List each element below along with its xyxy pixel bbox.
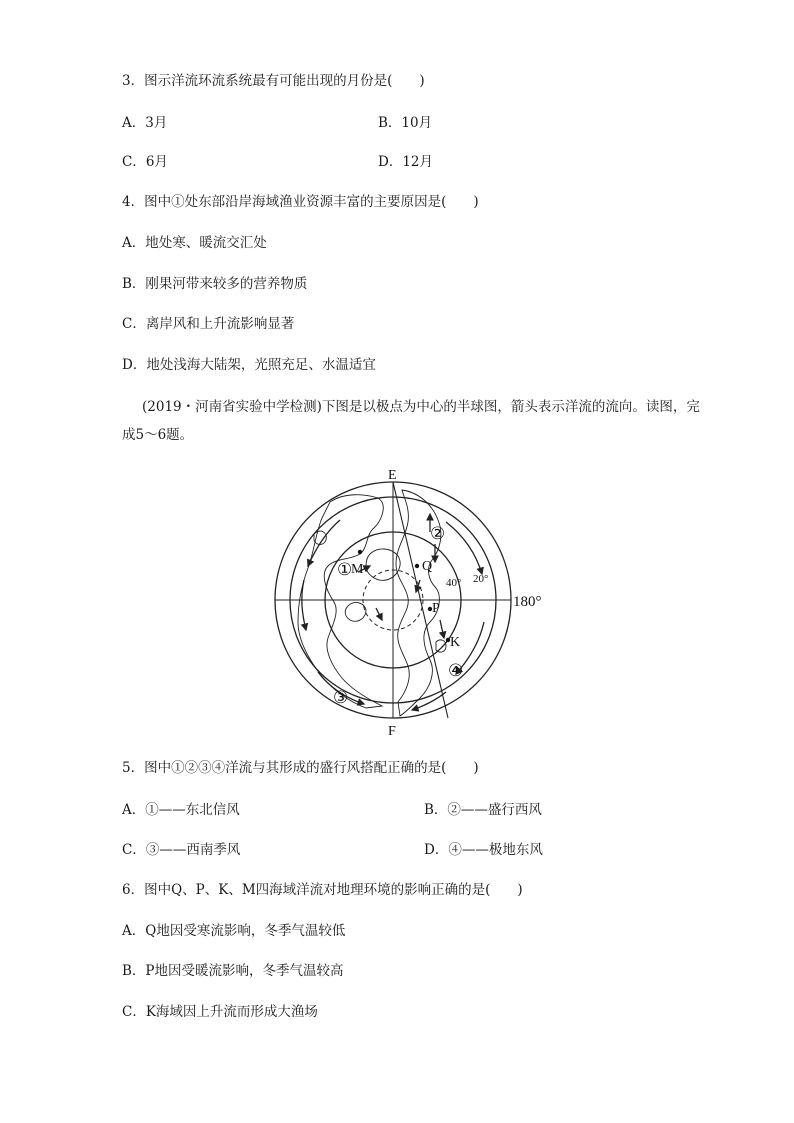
current-arrow-inner-5 <box>440 620 444 638</box>
question-5-option-a: A．①——东北信风 <box>122 802 240 818</box>
current-arrow-inner-4 <box>376 608 382 620</box>
question-4-option-d: D．地处浅海大陆架，光照充足、水温适宜 <box>122 357 376 373</box>
label-f: F <box>388 724 396 739</box>
intro-line-2: 成5～6题。 <box>122 427 194 443</box>
question-6-option-b: B．P地因受暖流影响，冬季气温较高 <box>122 963 344 979</box>
question-5-stem: 5．图中①②③④洋流与其形成的盛行风搭配正确的是( ) <box>122 760 479 776</box>
current-label-3: ③ <box>333 688 349 707</box>
label-40-degrees: 40° <box>446 577 462 589</box>
question-4-option-c: C．离岸风和上升流影响显著 <box>122 316 295 332</box>
question-3-stem: 3．图示洋流环流系统最有可能出现的月份是( ) <box>122 73 425 89</box>
question-3-option-d: D．12月 <box>378 154 434 170</box>
label-p: P <box>432 601 440 616</box>
island-small-2 <box>436 640 446 652</box>
question-5-option-b: B．②——盛行西风 <box>424 802 542 818</box>
island-polar <box>366 549 400 580</box>
question-4-option-a: A．地处寒、暖流交汇处 <box>122 235 267 251</box>
question-6-stem: 6．图中Q、P、K、M四海域洋流对地理环境的影响正确的是( ) <box>122 882 523 898</box>
label-e: E <box>388 468 397 483</box>
intro-line-1: (2019・河南省实验中学检测)下图是以极点为中心的半球图，箭头表示洋流的流向。读图，完 <box>142 399 700 415</box>
question-6-option-a: A．Q地因受寒流影响，冬季气温较低 <box>122 923 346 939</box>
hemisphere-ocean-current-map <box>270 462 560 740</box>
question-4-option-b: B．刚果河带来较多的营养物质 <box>122 276 308 292</box>
current-label-2: ② <box>430 524 446 543</box>
current-label-4: ④ <box>448 661 464 680</box>
current-arrow-w <box>302 580 306 630</box>
label-q: Q <box>422 559 433 574</box>
continent-outline-left <box>298 495 383 708</box>
island-small-1 <box>345 603 366 622</box>
question-3-option-c: C．6月 <box>122 154 168 170</box>
label-k: K <box>450 635 461 650</box>
question-4-stem: 4．图中①处东部沿岸海域渔业资源丰富的主要原因是( ) <box>122 194 479 210</box>
question-5-option-d: D．④——极地东风 <box>424 842 543 858</box>
question-3-option-b: B．10月 <box>378 115 433 131</box>
label-20-degrees: 20° <box>473 573 489 585</box>
label-180: 180° <box>513 594 542 610</box>
point-q-dot <box>415 564 419 568</box>
label-m: M <box>351 562 364 577</box>
question-5-option-c: C．③——西南季风 <box>122 842 241 858</box>
current-label-1: ① <box>337 560 353 579</box>
question-3-option-a: A．3月 <box>122 115 168 131</box>
point-m-dot <box>358 550 362 554</box>
question-6-option-c: C．K海域因上升流而形成大渔场 <box>122 1004 318 1020</box>
